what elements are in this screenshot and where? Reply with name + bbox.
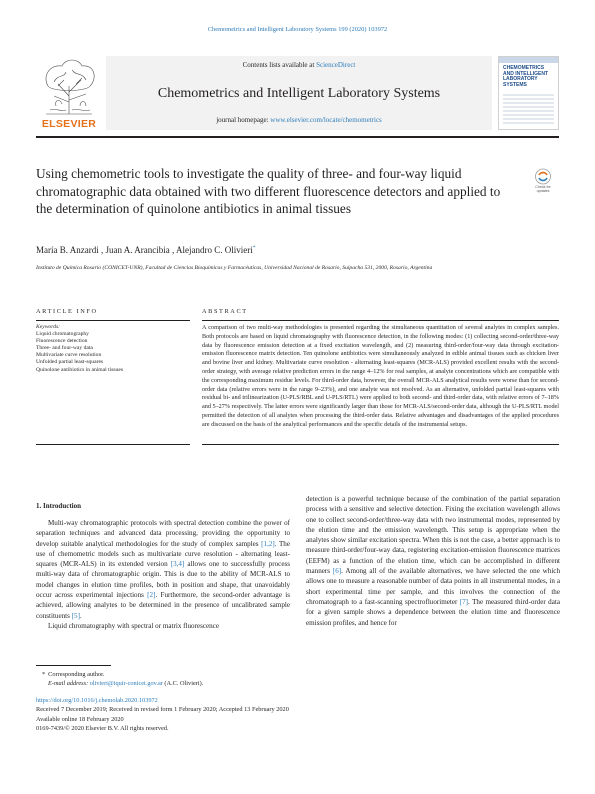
author-separator: , [169, 245, 176, 255]
citation-link[interactable]: [2] [147, 591, 156, 600]
paragraph: Liquid chromatography with spectral or matrix fluorescence [48, 621, 219, 630]
doi-link[interactable]: https://doi.org/10.1016/j.chemolab.2020.103972 [36, 697, 158, 704]
divider [36, 320, 190, 321]
author-separator: , [98, 245, 106, 255]
cover-line: SYSTEMS [503, 81, 527, 88]
cover-top-band [499, 57, 558, 63]
citation-link[interactable]: [6] [332, 567, 342, 576]
check-updates-label: Check for updates [535, 185, 551, 193]
keyword-item: Unfolded partial least-squares [36, 359, 104, 366]
email-suffix: (A.C. Olivieri). [162, 680, 204, 687]
homepage-line [106, 116, 492, 124]
contents-prefix: Contents lists available at [242, 61, 317, 69]
body-column-right [306, 494, 560, 628]
article-title: Using chemometric tools to investigate the quality of three- and four-way liquid chromatographic data obtained with two different fluorescence detectors and applied to the determination of quinolone antibiotics in animal tissues [36, 166, 501, 216]
homepage-prefix: journal homepage: [216, 116, 271, 124]
text-run: . The measured third-order data for a given sample shows a dependence between the elution time and fluorescence emission profiles, and hence for [306, 597, 560, 627]
check-updates-icon [531, 168, 555, 185]
keywords-label: Keywords: [36, 324, 61, 330]
sciencedirect-link[interactable]: ScienceDirect [316, 61, 356, 69]
divider [202, 320, 559, 321]
journal-reference[interactable]: Chemometrics and Intelligent Laboratory Systems 199 (2020) 103972 [207, 26, 388, 33]
divider [202, 444, 559, 445]
citation-link[interactable]: [5] [71, 611, 80, 620]
footnote-corresponding [42, 670, 203, 679]
email-label: E-mail address: [48, 680, 90, 687]
contents-line [106, 61, 492, 69]
keyword-item: Quinolone antibiotics in animal tissues [36, 366, 124, 373]
keyword-item: Fluorescence detection [36, 338, 88, 345]
body-column-left [36, 518, 290, 631]
author-name[interactable]: Alejandro C. Olivieri [176, 245, 253, 255]
text-run: Multi-way chromatographic protocols with spectral detection combine the power of separation techniques and advanced data processing, providing the opportunity to develop suitable analytical methodologies for the study of complex samples [36, 519, 290, 548]
citation-link[interactable]: [3,4] [170, 560, 185, 569]
keywords-block [36, 324, 190, 374]
journal-title[interactable]: Chemometrics and Intelligent Laboratory Systems [157, 86, 441, 101]
paragraph [306, 494, 560, 628]
footnote [42, 670, 204, 688]
article-info-heading: ARTICLE INFO [36, 308, 98, 315]
text-run: . [79, 611, 82, 620]
journal-header [36, 56, 559, 130]
elsevier-wordmark: ELSEVIER [41, 118, 97, 130]
journal-info-box [106, 56, 492, 130]
elsevier-tree-icon [36, 56, 102, 116]
abstract-text: A comparison of two multi-way methodologies is presented regarding the simultaneous quantitation of several analytes in complex samples. Both protocols are based on liquid chromatography with fluorescence detection, in the following modes: (1) collecting second-order/three-way data by fluorescence emission detection at a fixed excitation wavelength, and (2) measuring third-order/four-way data through excitation-emission fluorescence matrix detection. Ten quinolone antibiotics were simultaneously analyzed in edible animal tissues such as chicken liver and bovine liver and kidney. Multivariate curve resolution - alternating least-squares (MCR-ALS) provided excellent results with the second-order strategy, with average relative prediction errors in the range 4–12% for real samples, at analyte concentrations which are compatible with the corresponding maximum residue levels. For third-order data, however, the overall MCR-ALS analytical results were worse than for second-order data (relative errors were in the range 9–23%), and one analyte was not resolved. As an alternative, unfolded partial least-squares with residual bi- and trilinearization (U-PLS/RBL and U-PLS/RTL) were applied to both second- and third-order data, with relative errors of 7–18% and 5–27% respectively. The latter errors were significantly larger than those for MCR-ALS/second-order data, although the U-PLS/RTL model permitted the detection of all analytes when processing the third-order data. Relative advantages and disadvantages of the applied procedures are discussed on the basis of the analytical performances and the specific details of the instrumental setups. [202, 324, 559, 428]
keyword-item: Multivariate curve resolution [36, 352, 102, 359]
journal-cover-thumbnail[interactable] [498, 56, 559, 130]
text-run: allows one to successfully process multi-way data of chromatographic origin. This is due to the ability of MCR-ALS to model changes in elution time profiles, both in position and shape, that unavoidably occur across experimental injections [36, 560, 290, 600]
homepage-link[interactable]: www.elsevier.com/locate/chemometrics [270, 116, 382, 124]
copyright: 0169-7439/© 2020 Elsevier B.V. All rights reserved. [36, 725, 169, 733]
divider [36, 444, 190, 445]
section-heading-introduction: 1. Introduction [36, 502, 81, 510]
cover-line: AND INTELLIGENT [503, 70, 548, 77]
footnote-rule [36, 665, 111, 666]
affiliation: Instituto de Química Rosario (CONICET-UNR), Facultad de Ciencias Bioquímicas y Farmacéuticas, Universidad Nacional de Rosario, Suipacha 531, 2000, Rosario, Argentina [36, 265, 433, 271]
citation-link[interactable]: [7] [459, 597, 469, 606]
footnote-corresponding-text: Corresponding author. [48, 671, 105, 678]
author-name[interactable]: María B. Anzardi [36, 245, 99, 255]
author-name[interactable]: Juan A. Arancibia [105, 245, 170, 255]
footnote-mark: * [42, 671, 46, 678]
cover-contents-pattern [503, 94, 554, 124]
text-run: . Furthermore, the second-order advantage is achieved, allowing analytes to be determined in the presence of uncalibrated sample constituents [36, 591, 290, 620]
elsevier-logo[interactable] [36, 56, 102, 130]
check-for-updates-badge[interactable] [531, 168, 555, 198]
keyword-item: Liquid chromatography [36, 331, 89, 338]
paragraph [36, 518, 290, 621]
citation-link[interactable]: [1,2] [261, 539, 275, 548]
publication-info [36, 696, 289, 734]
text-run: . The use of chemometric models such as multivariate curve resolution - alternating least-squares (MCR-ALS) in its extended version [36, 539, 291, 569]
cover-line: LABORATORY [503, 76, 538, 83]
corresponding-author-mark[interactable]: * [252, 245, 256, 251]
header-rule [36, 136, 559, 138]
cover-line: CHEMOMETRICS [503, 65, 545, 71]
text-run: . Among all of the available alternatives, we have selected the one which allows one to measure a reasonable number of data points in all instrumental modes, in a short experimental time per sample, and this involves the connection of the chromatograph to a fast-scanning spectrofluorimeter [306, 567, 560, 606]
footnote-email [48, 679, 203, 688]
received-dates: Received 7 December 2019; Received in revised form 1 February 2020; Accepted 13 February 2020 [36, 706, 289, 714]
online-date: Available online 18 February 2020 [36, 715, 124, 723]
text-run: detection is a powerful technique because of the combination of the partial separation process with a sensitive and selective detection. Fixing the excitation wavelength allows one to collect second-order/three-way data with two instrumental modes, represented by the elution time and the emission wavelength. This setup is appropriate when the analytes show similar excitation spectra. When this is not the case, a better approach is to measure third-order/four-way data, registering excitation-emission fluorescence matrices (EEFM) as a function of the elution time, which can be accomplished in different manners [306, 495, 560, 576]
abstract-heading: ABSTRACT [202, 308, 248, 315]
author-list [36, 245, 255, 255]
keyword-item: Three- and four-way data [36, 345, 93, 352]
email-link[interactable]: olivieri@iquir-conicet.gov.ar [89, 680, 163, 687]
